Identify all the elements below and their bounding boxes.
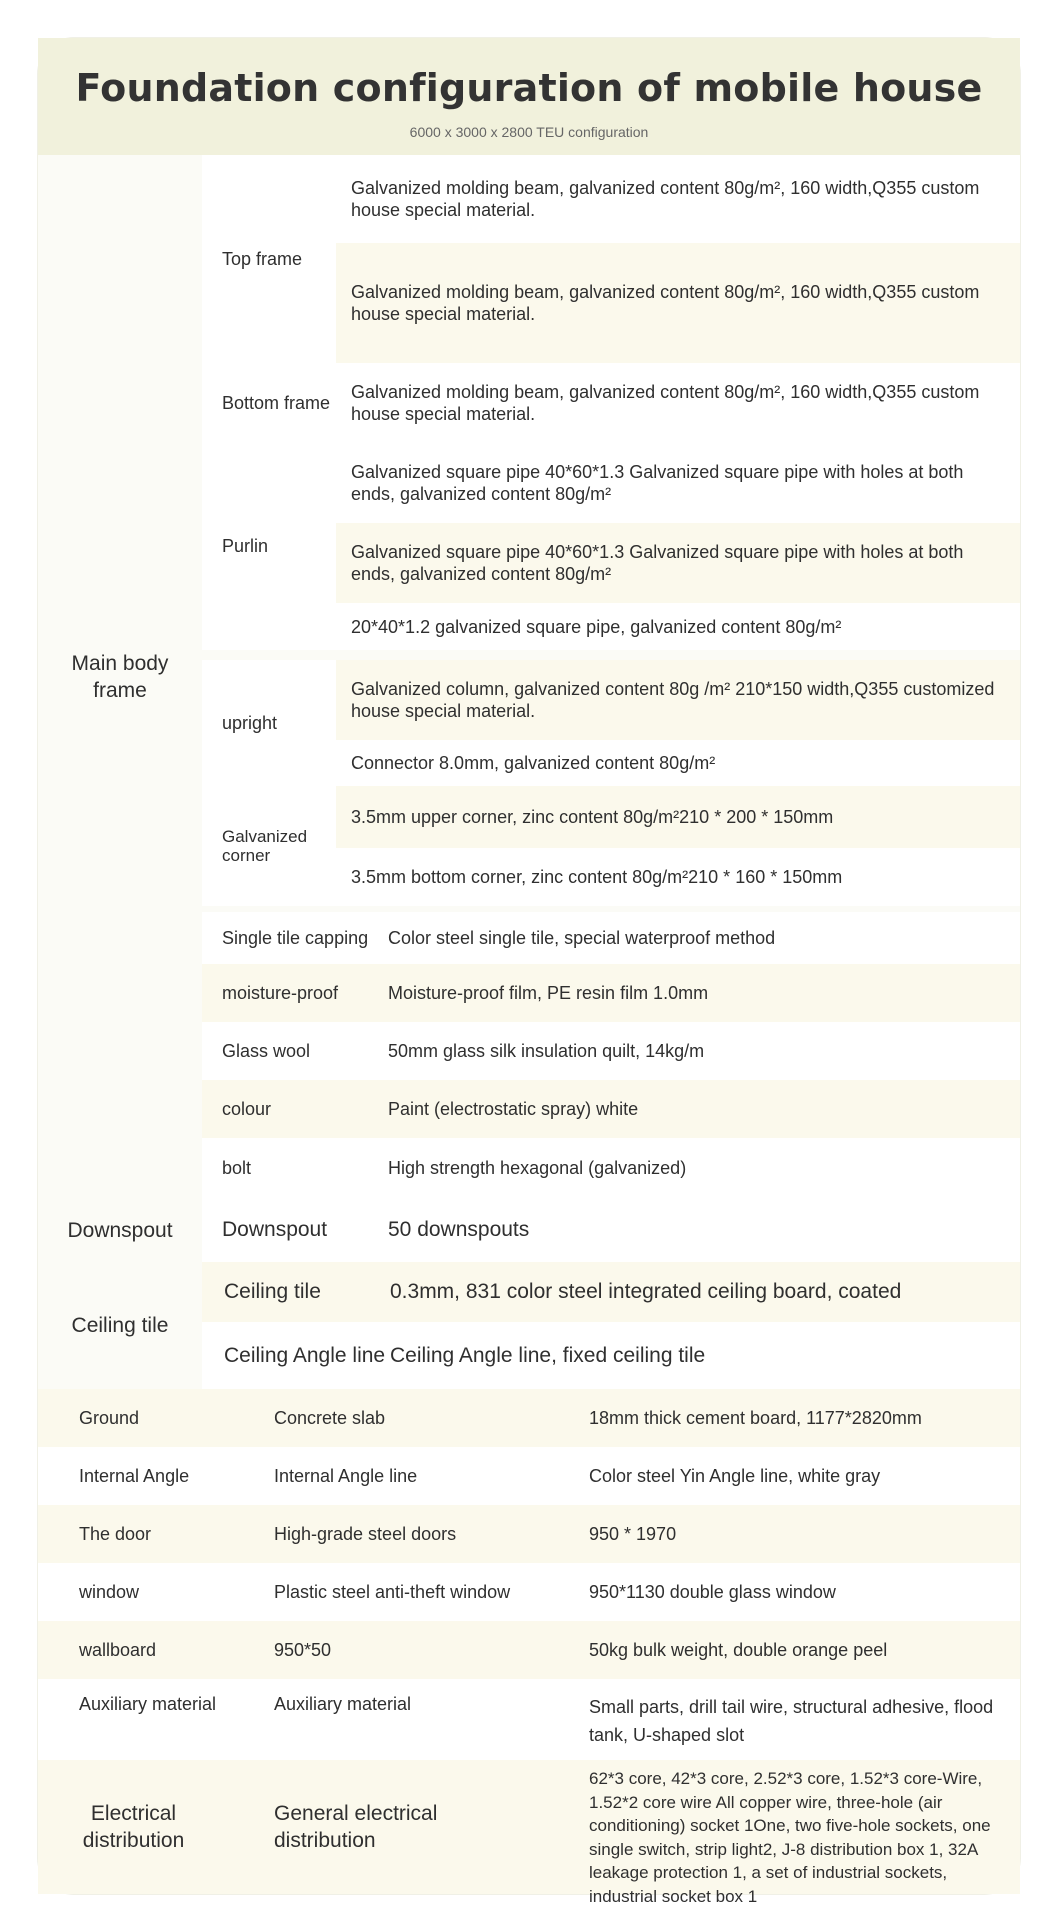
configuration-card xyxy=(38,38,1020,1906)
item-value: Paint (electrostatic spray) white xyxy=(388,1099,639,1119)
spec-row-ground xyxy=(38,1389,1020,1447)
spec-name: Auxiliary material xyxy=(79,1694,217,1714)
item-label: Downspout xyxy=(222,1218,328,1241)
spec-row-window xyxy=(38,1563,1020,1621)
ceiling-row xyxy=(202,1322,1020,1389)
spec-value: 3.5mm bottom corner, zinc content 80g/m²210 * 160 * 150mm xyxy=(336,848,1020,906)
spec-row-wallboard xyxy=(38,1621,1020,1679)
spec-row xyxy=(202,1080,1020,1138)
item-value: High strength hexagonal (galvanized) xyxy=(388,1158,687,1178)
spec-name: The door xyxy=(79,1524,152,1544)
item-value: 50 downspouts xyxy=(388,1218,530,1241)
spec-name: Electrical distribution xyxy=(82,1802,185,1852)
spec-name: Ground xyxy=(79,1408,140,1428)
item-value: 50mm glass silk insulation quilt, 14kg/m xyxy=(388,1041,705,1061)
section-downspout: Downspout xyxy=(67,1218,173,1242)
section-main-body-frame xyxy=(38,155,202,1198)
page-subtitle: 6000 x 3000 x 2800 TEU configuration xyxy=(409,124,649,140)
item-label: Glass wool xyxy=(222,1041,311,1061)
spec-item: Plastic steel anti-theft window xyxy=(274,1582,511,1602)
spec-item: 950*50 xyxy=(274,1640,332,1660)
spec-value: Galvanized molding beam, galvanized content 80g/m², 160 width,Q355 custom house special material. xyxy=(336,155,1020,243)
spec-name: Internal Angle xyxy=(79,1466,190,1486)
spec-row xyxy=(202,1022,1020,1080)
item-label-purlin: Purlin xyxy=(202,443,336,650)
spec-value: Small parts, drill tail wire, structural adhesive, flood tank, U-shaped slot xyxy=(589,1697,994,1745)
spec-item: General electrical distribution xyxy=(274,1802,438,1852)
item-label-top-frame: Top frame xyxy=(202,155,336,363)
spec-name: wallboard xyxy=(79,1640,157,1660)
section-ceiling-tile: Ceiling tile xyxy=(71,1314,169,1337)
spec-value: Galvanized column, galvanized content 80g /m² 210*150 width,Q355 customized house special material. xyxy=(336,660,1020,740)
item-value: 0.3mm, 831 color steel integrated ceiling board, coated xyxy=(390,1280,902,1303)
spec-value: 3.5mm upper corner, zinc content 80g/m²210 * 200 * 150mm xyxy=(336,786,1020,848)
spec-name: window xyxy=(79,1582,140,1602)
spec-value: Galvanized molding beam, galvanized content 80g/m², 160 width,Q355 custom house special material. xyxy=(336,363,1020,443)
item-label: Ceiling Angle line xyxy=(224,1343,386,1367)
spec-item: Auxiliary material xyxy=(274,1694,412,1714)
spec-row xyxy=(202,912,1020,964)
item-label: Single tile capping xyxy=(222,928,369,948)
spec-value: 20*40*1.2 galvanized square pipe, galvanized content 80g/m² xyxy=(336,603,1020,650)
spec-value: 18mm thick cement board, 1177*2820mm xyxy=(589,1408,922,1428)
spec-item: Concrete slab xyxy=(274,1408,386,1428)
spec-value: Galvanized molding beam, galvanized content 80g/m², 160 width,Q355 custom house special material. xyxy=(336,243,1020,363)
spec-row-electrical xyxy=(38,1760,1020,1906)
spec-row-door xyxy=(38,1505,1020,1563)
item-label-bottom-frame: Bottom frame xyxy=(202,363,336,443)
item-label: colour xyxy=(222,1099,272,1119)
spec-value: Connector 8.0mm, galvanized content 80g/m² xyxy=(336,740,1020,786)
item-label: Ceiling tile xyxy=(224,1280,321,1303)
item-value: Moisture-proof film, PE resin film 1.0mm xyxy=(388,983,709,1003)
page-title: Foundation configuration of mobile house xyxy=(75,66,983,110)
item-value: Ceiling Angle line, fixed ceiling tile xyxy=(390,1343,706,1367)
spec-item: High-grade steel doors xyxy=(274,1524,457,1544)
header xyxy=(38,38,1020,155)
spec-value: 50kg bulk weight, double orange peel xyxy=(589,1640,888,1660)
item-label: bolt xyxy=(222,1158,252,1178)
spec-value: 950 * 1970 xyxy=(589,1524,677,1544)
item-label: moisture-proof xyxy=(222,983,339,1003)
item-label-galvanized-corner: Galvanized corner xyxy=(202,786,336,906)
spec-value: 62*3 core, 42*3 core, 2.52*3 core, 1.52*3 core-Wire, 1.52*2 core wire All copper wire, three-hole (air conditioning) socket 1One, two five-hole sockets, one single switch, strip light2, J-8 distribution box 1, 32A leakage protection 1, a set of industrial sockets, industrial socket box 1 xyxy=(589,1769,991,1906)
item-label-upright: upright xyxy=(202,660,336,786)
spec-row-auxiliary-material xyxy=(38,1679,1020,1760)
downspout-row xyxy=(202,1198,1020,1262)
spec-row-internal-angle xyxy=(38,1447,1020,1505)
spec-row xyxy=(202,964,1020,1022)
spec-item: Internal Angle line xyxy=(274,1466,418,1486)
item-value: Color steel single tile, special waterproof method xyxy=(388,928,776,948)
spec-value: Galvanized square pipe 40*60*1.3 Galvanized square pipe with holes at both ends, galvanized content 80g/m² xyxy=(336,443,1020,523)
ceiling-row xyxy=(202,1262,1020,1322)
section-title: Main body frame xyxy=(71,651,169,702)
spec-row xyxy=(202,1138,1020,1198)
spec-value: Galvanized square pipe 40*60*1.3 Galvanized square pipe with holes at both ends, galvanized content 80g/m² xyxy=(336,523,1020,603)
spec-value: Color steel Yin Angle line, white gray xyxy=(589,1466,881,1486)
spec-value: 950*1130 double glass window xyxy=(589,1582,836,1602)
